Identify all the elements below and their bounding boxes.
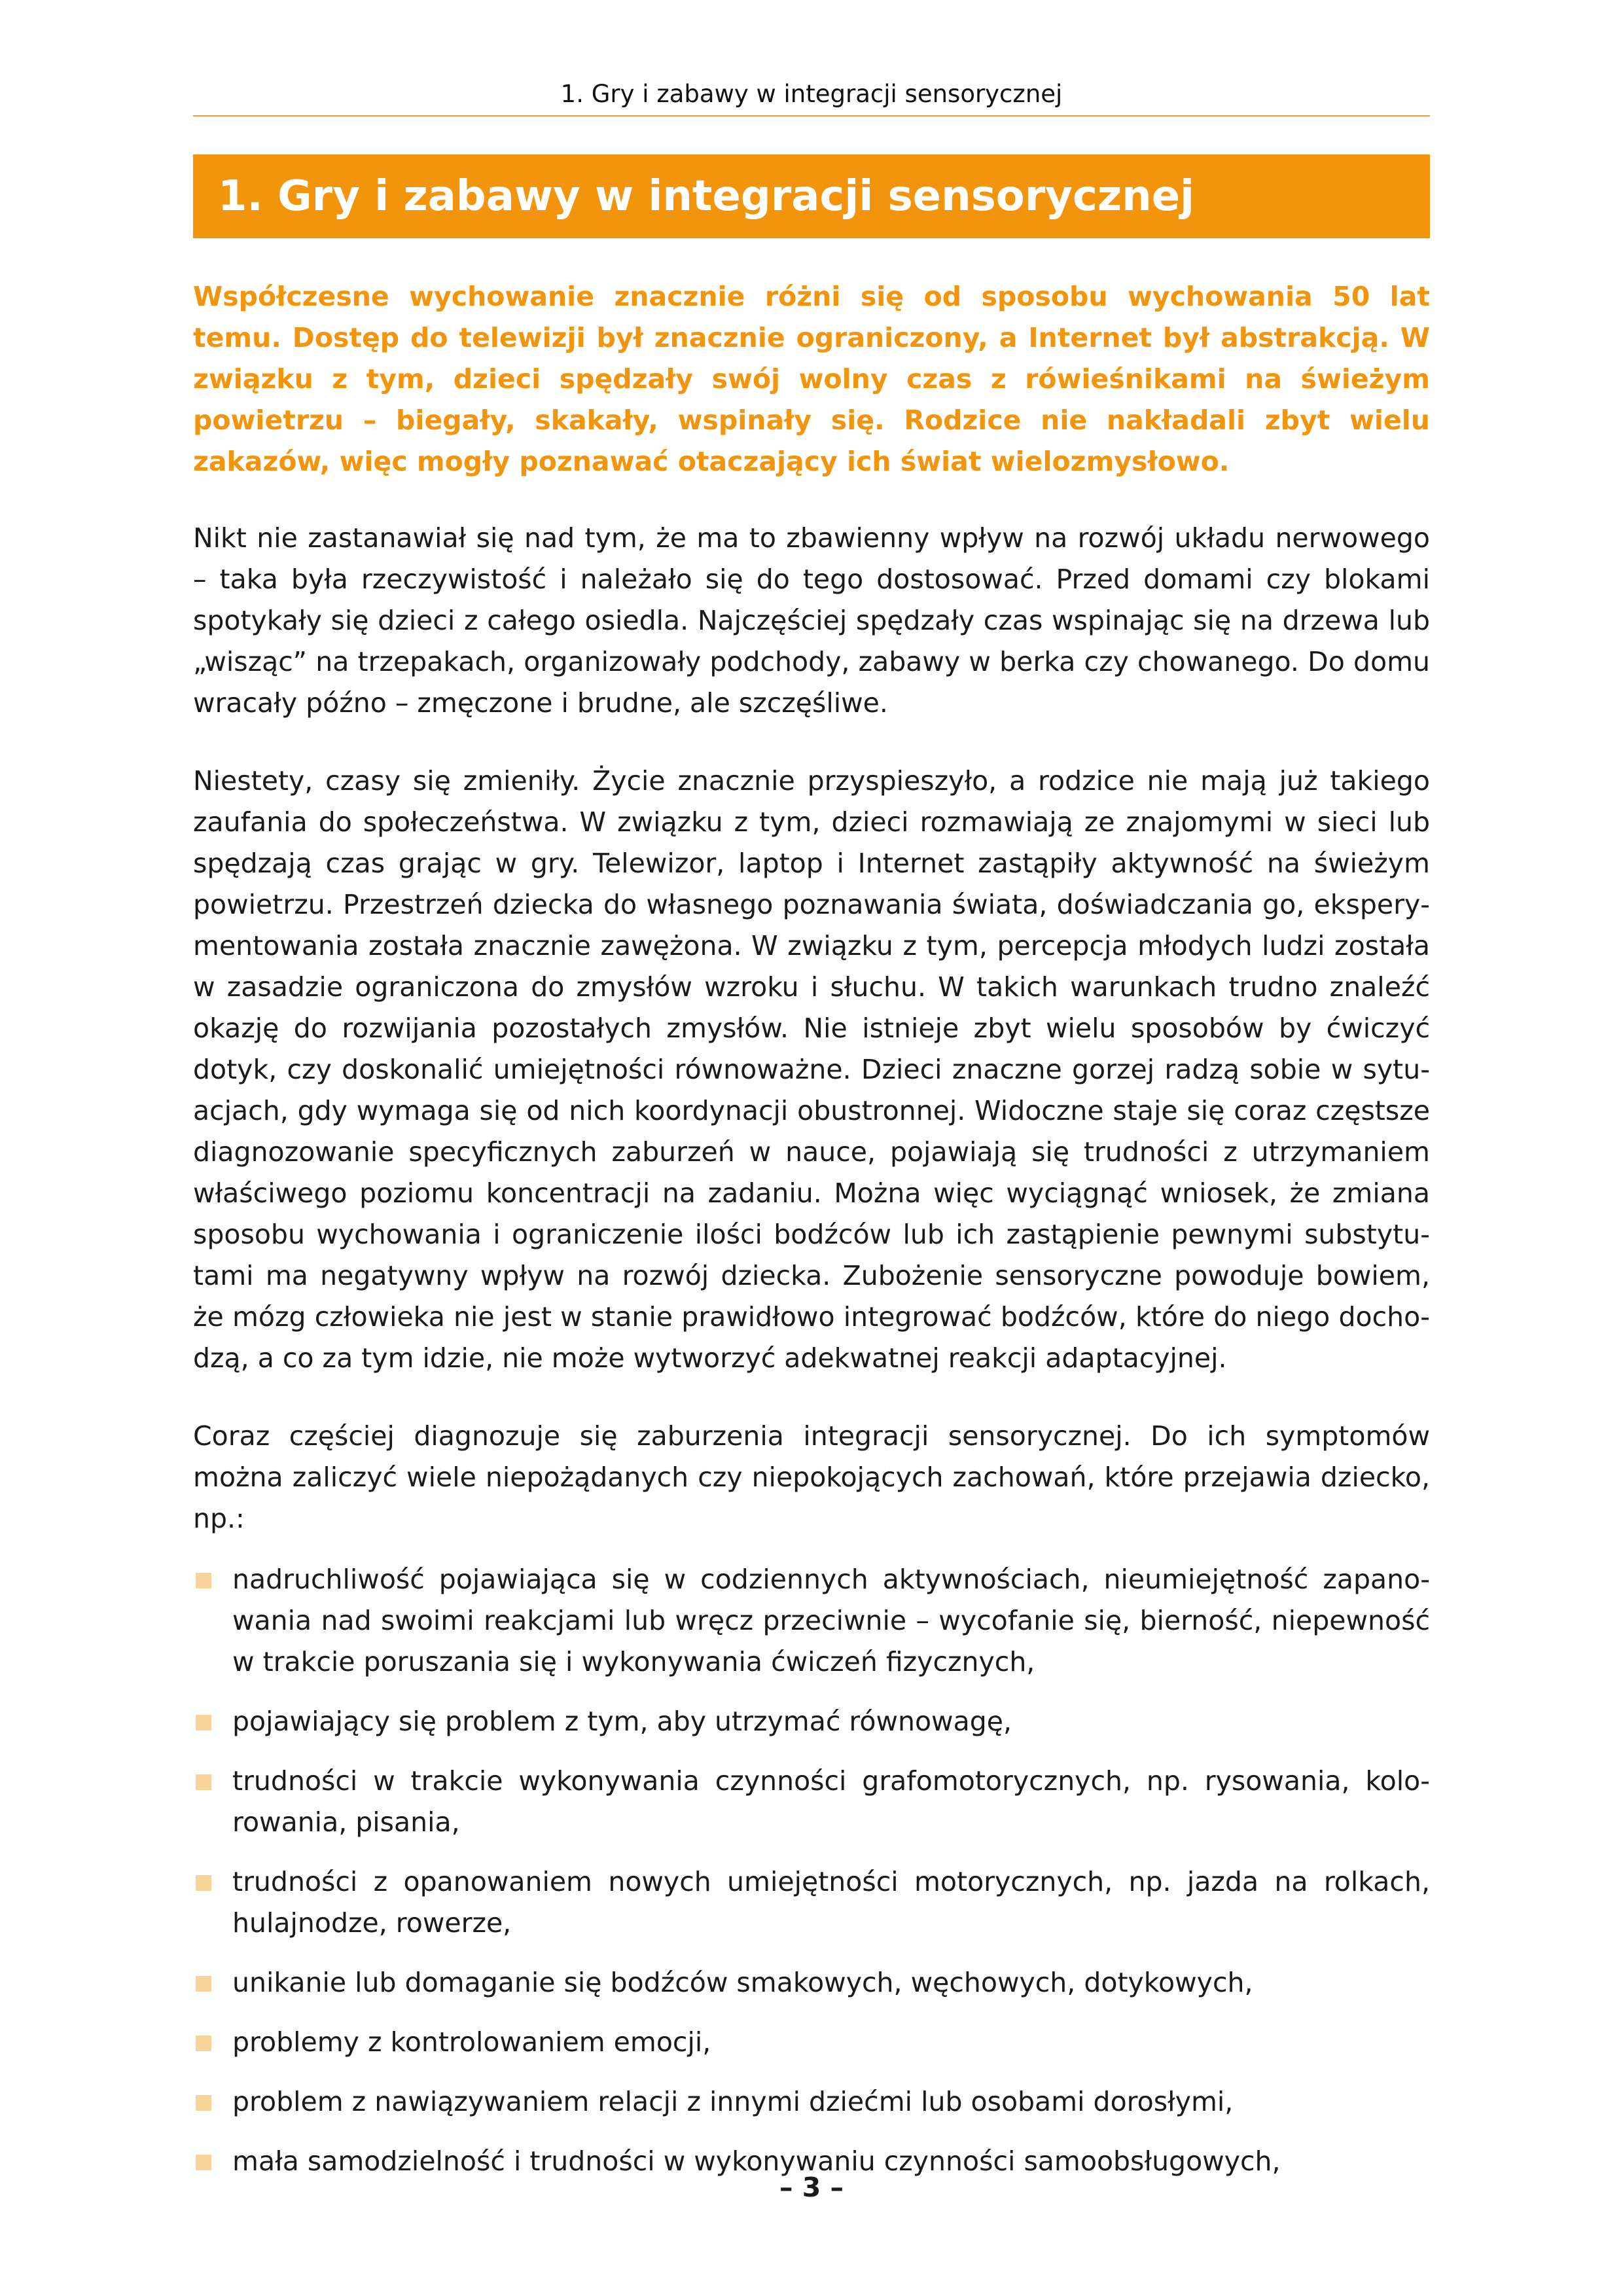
body-paragraph-3: Coraz częściej diagnozuje się zaburzenia integracji sensorycznej. Do ich symptomów można zaliczyć wiele niepożądanych czy niepokojących zachowań, które przejawia dziecko, np.: [193,1420,1430,1534]
symptom-list [193,1559,1430,2182]
list-item-text: nadruchliwość pojawiająca się w codziennych aktywnościach, nieumiejętność zapanowania nad swoimi reakcjami lub wręcz przeciwnie – wycofanie się, bierność, niepewność w trakcie poruszania się i wykonywania ćwiczeń fizycznych, [232,1564,1430,1677]
page-number: – 3 – [779,2172,844,2203]
list-item-text: pojawiający się problem z tym, aby utrzymać równowagę, [232,1706,1012,1737]
list-item [193,2022,1430,2063]
list-item [193,2081,1430,2123]
list-item-text: mała samodzielność i trudności w wykonywaniu czynności samoobsługowych, [232,2145,1281,2177]
square-bullet-icon [196,1875,211,1891]
running-header-title: 1. Gry i zabawy w integracji sensorycznej [560,80,1063,108]
square-bullet-icon [196,1976,211,1992]
square-bullet-icon [196,2095,211,2111]
square-bullet-icon [196,1774,211,1790]
running-header [193,73,1430,117]
chapter-title-bar [193,154,1430,238]
list-item-text: problemy z kontrolowaniem emocji, [232,2026,711,2058]
list-item-text: trudności z opanowaniem nowych umiejętności motorycznych, np. jazda na rolkach, hulajnodze, rowerze, [232,1866,1430,1939]
chapter-title: 1. Gry i zabawy w integracji sensorycznej [218,172,1195,221]
list-item-text: trudności w trakcie wykonywania czynności grafomotorycznych, np. rysowania, kolorowania, pisania, [232,1765,1430,1838]
list-item [193,1701,1430,1742]
list-item-text: problem z nawiązywaniem relacji z innymi dziećmi lub osobami dorosłymi, [232,2086,1234,2117]
list-item [193,1761,1430,1843]
square-bullet-icon [196,1573,211,1588]
square-bullet-icon [196,2155,211,2170]
list-item [193,1861,1430,1944]
square-bullet-icon [196,2036,211,2051]
lead-paragraph: Współczesne wychowanie znacznie różni się od sposobu wychowania 50 lat temu. Dostęp do telewizji był znacznie ograniczony, a Internet był abstrakcją. W związku z tym, dzieci spędzały swój wolny czas z rówieśnikami na świeżym powietrzu – biegały, skakały, wspinały się. Rodzice nie nakładali zbyt wielu zakazów, więc mogły poznawać otaczający ich świat wielozmysłowo. [193,281,1430,477]
square-bullet-icon [196,1715,211,1731]
body-paragraph-2: Niestety, czasy się zmieniły. Życie znacznie przyspieszyło, a rodzice nie mają już takiego zaufania do społeczeństwa. W związku z tym, dzieci rozmawiają ze znajomymi w sieci lub spędzają czas grając w gry. Telewizor, laptop i Internet zastąpiły aktywność na świeżym powietrzu. Przestrzeń dziecka do własnego poznawania świata, doświadczania go, eksperymentowania została znacznie zawężona. W związku z tym, percepcja młodych ludzi została w zasadzie ograniczona do zmysłów wzroku i słuchu. W takich warunkach trudno znaleźć okazję do rozwijania pozostałych zmysłów. Nie istnieje zbyt wielu sposobów by ćwiczyć dotyk, czy doskonalić umiejętności równoważne. Dzieci znaczne gorzej radzą sobie w sytuacjach, gdy wymaga się od nich koordynacji obustronnej. Widoczne staje się coraz częstsze diagnozowanie specyficznych zaburzeń w nauce, pojawiają się trudności z utrzymaniem właściwego poziomu koncentracji na zadaniu. Można więc wyciągnąć wniosek, że zmiana sposobu wychowania i ograniczenie ilości bodźców lub ich zastąpienie pewnymi substytutami ma negatywny wpływ na rozwój dziecka. Zubożenie sensoryczne powoduje bowiem, że mózg człowieka nie jest w stanie prawidłowo integrować bodźców, które do niego dochodzą, a co za tym idzie, nie może wytworzyć adekwatnej reakcji adaptacyjnej. [193,765,1430,1374]
list-item-text: unikanie lub domaganie się bodźców smakowych, węchowych, dotykowych, [232,1967,1253,1998]
list-item [193,1962,1430,2003]
body-paragraph-1: Nikt nie zastanawiał się nad tym, że ma to zbawienny wpływ na rozwój układu nerwowego – taka była rzeczywistość i należało się do tego dostosować. Przed domami czy blokami spotykały się dzieci z całego osiedla. Najczęściej spędzały czas wspinając się na drzewa lub „wisząc” na trzepakach, organizowały podchody, zabawy w berka czy chowanego. Do domu wracały późno – zmęczone i brudne, ale szczęśliwe. [193,522,1430,719]
page-content [193,276,1430,2200]
list-item [193,1559,1430,1683]
